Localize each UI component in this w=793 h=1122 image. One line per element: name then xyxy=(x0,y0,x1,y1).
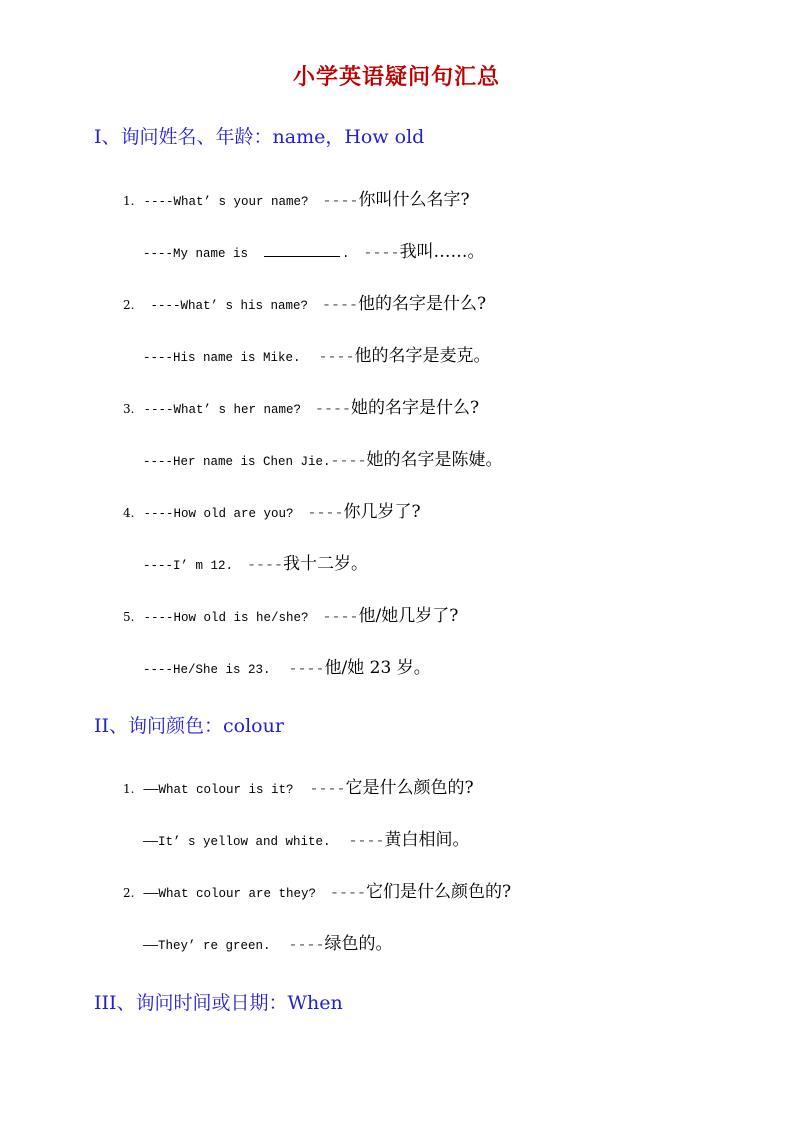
question-chinese: 她的名字是什么? xyxy=(351,398,480,418)
item-number: 1. xyxy=(123,194,135,208)
answer-chinese: 他/她 23 岁。 xyxy=(324,658,431,678)
question-chinese: 他的名字是什么? xyxy=(358,294,487,314)
item-number: 2. xyxy=(123,886,135,900)
question-line xyxy=(123,881,511,903)
answer-english: ----He/She is 23. xyxy=(143,663,271,677)
answer-line xyxy=(143,553,368,575)
answer-dash: ---- xyxy=(247,557,284,574)
question-line xyxy=(123,189,470,211)
answer-line xyxy=(143,345,491,367)
question-chinese: 它是什么颜色的? xyxy=(345,778,474,798)
question-dash: ---- xyxy=(307,505,344,522)
answer-line xyxy=(143,933,393,955)
answer-dash: ---- xyxy=(348,833,385,850)
question-line xyxy=(123,777,474,799)
answer-chinese: 我叫……。 xyxy=(399,242,485,262)
question-chinese: 他/她几岁了? xyxy=(358,606,459,626)
answer-line xyxy=(143,657,431,679)
question-line xyxy=(123,501,421,523)
question-dash: ---- xyxy=(321,297,358,314)
answer-english: ----His name is Mike. xyxy=(143,351,301,365)
question-dash: ---- xyxy=(314,401,351,418)
answer-english: ----I’ m 12. xyxy=(143,559,234,573)
question-english: ----How old is he/she? xyxy=(143,611,309,625)
section-heading-when: III、询问时间或日期：When xyxy=(94,992,343,1014)
section-heading-colour: II、询问颜色：colour xyxy=(94,715,284,737)
item-number: 5. xyxy=(123,610,135,624)
answer-chinese: 我十二岁。 xyxy=(283,554,369,574)
question-english: ----How old are you? xyxy=(143,507,294,521)
question-english: ——What colour is it? xyxy=(143,783,294,797)
answer-chinese: 他的名字是麦克。 xyxy=(354,346,491,366)
question-line xyxy=(123,293,486,315)
answer-line xyxy=(143,829,470,851)
question-english: ----What’ s your name? xyxy=(143,195,309,209)
answer-line xyxy=(143,449,503,471)
answer-dash: ---- xyxy=(288,661,325,678)
question-english: ----What’ s his name? xyxy=(150,299,308,313)
question-dash: ---- xyxy=(309,781,346,798)
question-line xyxy=(123,397,479,419)
question-english: ——What colour are they? xyxy=(143,887,316,901)
answer-chinese: 黄白相间。 xyxy=(384,830,470,850)
answer-english: ----Her name is Chen Jie. xyxy=(143,455,331,469)
fill-in-blank xyxy=(264,242,340,257)
question-dash: ---- xyxy=(322,193,359,210)
answer-chinese: 绿色的。 xyxy=(324,934,393,954)
document-title: 小学英语疑问句汇总 xyxy=(292,64,500,90)
item-number: 1. xyxy=(123,782,135,796)
question-chinese: 你叫什么名字? xyxy=(358,190,470,210)
answer-dash: ---- xyxy=(330,453,367,470)
question-line xyxy=(123,605,458,627)
question-english: ----What’ s her name? xyxy=(143,403,301,417)
question-chinese: 你几岁了? xyxy=(343,502,421,522)
answer-tail: . xyxy=(342,247,350,261)
answer-english: ——It’ s yellow and white. xyxy=(143,835,331,849)
answer-dash: ---- xyxy=(288,937,325,954)
question-dash: ---- xyxy=(322,609,359,626)
answer-dash: ---- xyxy=(363,245,400,262)
question-chinese: 它们是什么颜色的? xyxy=(366,882,512,902)
answer-dash: ---- xyxy=(318,349,355,366)
answer-chinese: 她的名字是陈婕。 xyxy=(366,450,503,470)
item-number: 2. xyxy=(123,298,135,312)
item-number: 4. xyxy=(123,506,135,520)
item-number: 3. xyxy=(123,402,135,416)
answer-english: ——They’ re green. xyxy=(143,939,271,953)
answer-english: ----My name is xyxy=(143,247,249,261)
answer-line xyxy=(143,241,485,263)
question-dash: ---- xyxy=(329,885,366,902)
section-heading-name-age: I、询问姓名、年龄：name，How old xyxy=(94,126,425,148)
